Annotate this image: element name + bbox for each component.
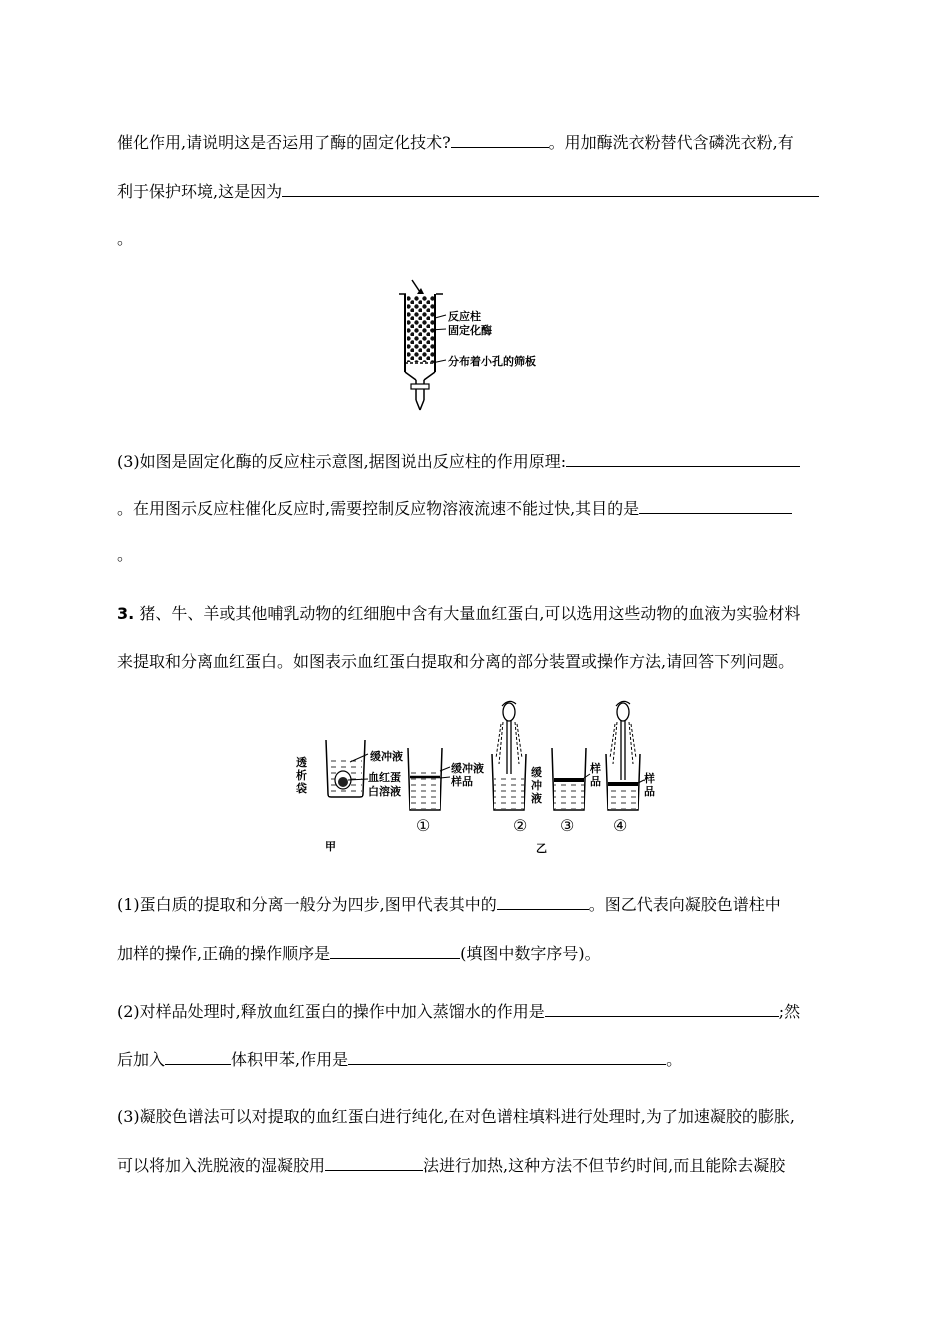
text-span: (2)对样品处理时,释放血红蛋白的操作中加入蒸馏水的作用是 (117, 1002, 545, 1021)
sample-label: 样品 (451, 775, 473, 788)
text-span: 催化作用,请说明这是否运用了酶的固定化技术? (117, 133, 451, 152)
text-line (117, 1000, 800, 1023)
text-span: 来提取和分离血红蛋白。如图表示血红蛋白提取和分离的部分装置或操作方法,请回答下列问题。 (117, 652, 795, 671)
figure-jia-caption: 甲 (325, 840, 336, 853)
apparatus-number-3: ③ (560, 816, 575, 835)
text-span: (1)蛋白质的提取和分离一般分为四步,图甲代表其中的 (117, 895, 497, 914)
answer-blank[interactable] (639, 497, 792, 514)
text-span: 。图乙代表向凝胶色谱柱中 (588, 895, 781, 914)
buffer-label: 缓冲液 (451, 762, 484, 775)
text-span: 法进行加热,这种方法不但节约时间,而且能除去凝胶 (423, 1156, 786, 1175)
answer-blank[interactable] (330, 942, 460, 959)
buffer-vertical-label: 缓冲液 (531, 766, 542, 805)
text-span: 。 (117, 229, 134, 248)
answer-blank[interactable] (325, 1154, 423, 1171)
text-line (117, 497, 792, 520)
answer-blank[interactable] (348, 1048, 666, 1065)
reaction-column-figure (390, 272, 570, 414)
text-span: 。在用图示反应柱催化反应时,需要控制反应物溶液流速不能过快,其目的是 (117, 499, 640, 518)
dialysis-bag-label: 透析袋 (296, 756, 307, 795)
text-line (117, 1048, 682, 1071)
text-span: 。 (666, 1050, 683, 1069)
sample-vertical-label: 样品 (590, 762, 601, 788)
text-span: (填图中数字序号)。 (460, 944, 601, 963)
hemoglobin-label: 血红蛋 (368, 771, 401, 784)
hemoglobin-solution-label: 白溶液 (368, 785, 401, 798)
text-line (117, 131, 794, 154)
figure-yi-caption: 乙 (536, 842, 547, 855)
column-label: 反应柱 (448, 310, 481, 323)
text-span: 后加入 (117, 1050, 166, 1069)
answer-blank[interactable] (165, 1048, 231, 1065)
text-span: (3)如图是固定化酶的反应柱示意图,据图说出反应柱的作用原理: (117, 452, 567, 471)
text-span: (3)凝胶色谱法可以对提取的血红蛋白进行纯化,在对色谱柱填料进行处理时,为了加速凝胶的膨胀, (117, 1107, 795, 1126)
text-span: 利于保护环境,这是因为 (117, 182, 283, 201)
text-span: 加样的操作,正确的操作顺序是 (117, 944, 331, 963)
text-line (117, 544, 133, 566)
answer-blank[interactable] (451, 131, 549, 148)
text-line (117, 450, 800, 473)
text-line (117, 228, 133, 250)
text-span: 。 (117, 545, 134, 564)
text-line (117, 180, 819, 203)
text-line (117, 893, 781, 916)
answer-blank[interactable] (545, 1000, 779, 1017)
hemoglobin-figure (290, 698, 670, 858)
text-span: 体积甲苯,作用是 (231, 1050, 349, 1069)
text-span: 猪、牛、羊或其他哺乳动物的红细胞中含有大量血红蛋白,可以选用这些动物的血液为实验材料 (139, 604, 801, 623)
text-line (117, 942, 601, 965)
sieve-plate-label: 分布着小孔的筛板 (448, 355, 536, 368)
answer-blank[interactable] (566, 450, 800, 467)
sample-vertical-label: 样品 (644, 772, 655, 798)
buffer-label: 缓冲液 (370, 750, 403, 763)
enzyme-label: 固定化酶 (448, 324, 492, 337)
question-stem-line (117, 651, 794, 673)
text-span: 可以将加入洗脱液的湿凝胶用 (117, 1156, 326, 1175)
apparatus-number-2: ② (513, 816, 528, 835)
apparatus-number-1: ① (416, 816, 431, 835)
answer-blank[interactable] (497, 893, 589, 910)
question-number: 3. (117, 604, 135, 623)
reaction-column-diagram (390, 272, 570, 414)
text-line (117, 1154, 785, 1177)
text-line (117, 1106, 795, 1128)
answer-blank[interactable] (282, 180, 819, 197)
text-span: 。用加酶洗衣粉替代含磷洗衣粉,有 (548, 133, 794, 152)
apparatus-number-4: ④ (613, 816, 628, 835)
text-span: ;然 (778, 1002, 801, 1021)
question-stem-line (117, 603, 800, 625)
